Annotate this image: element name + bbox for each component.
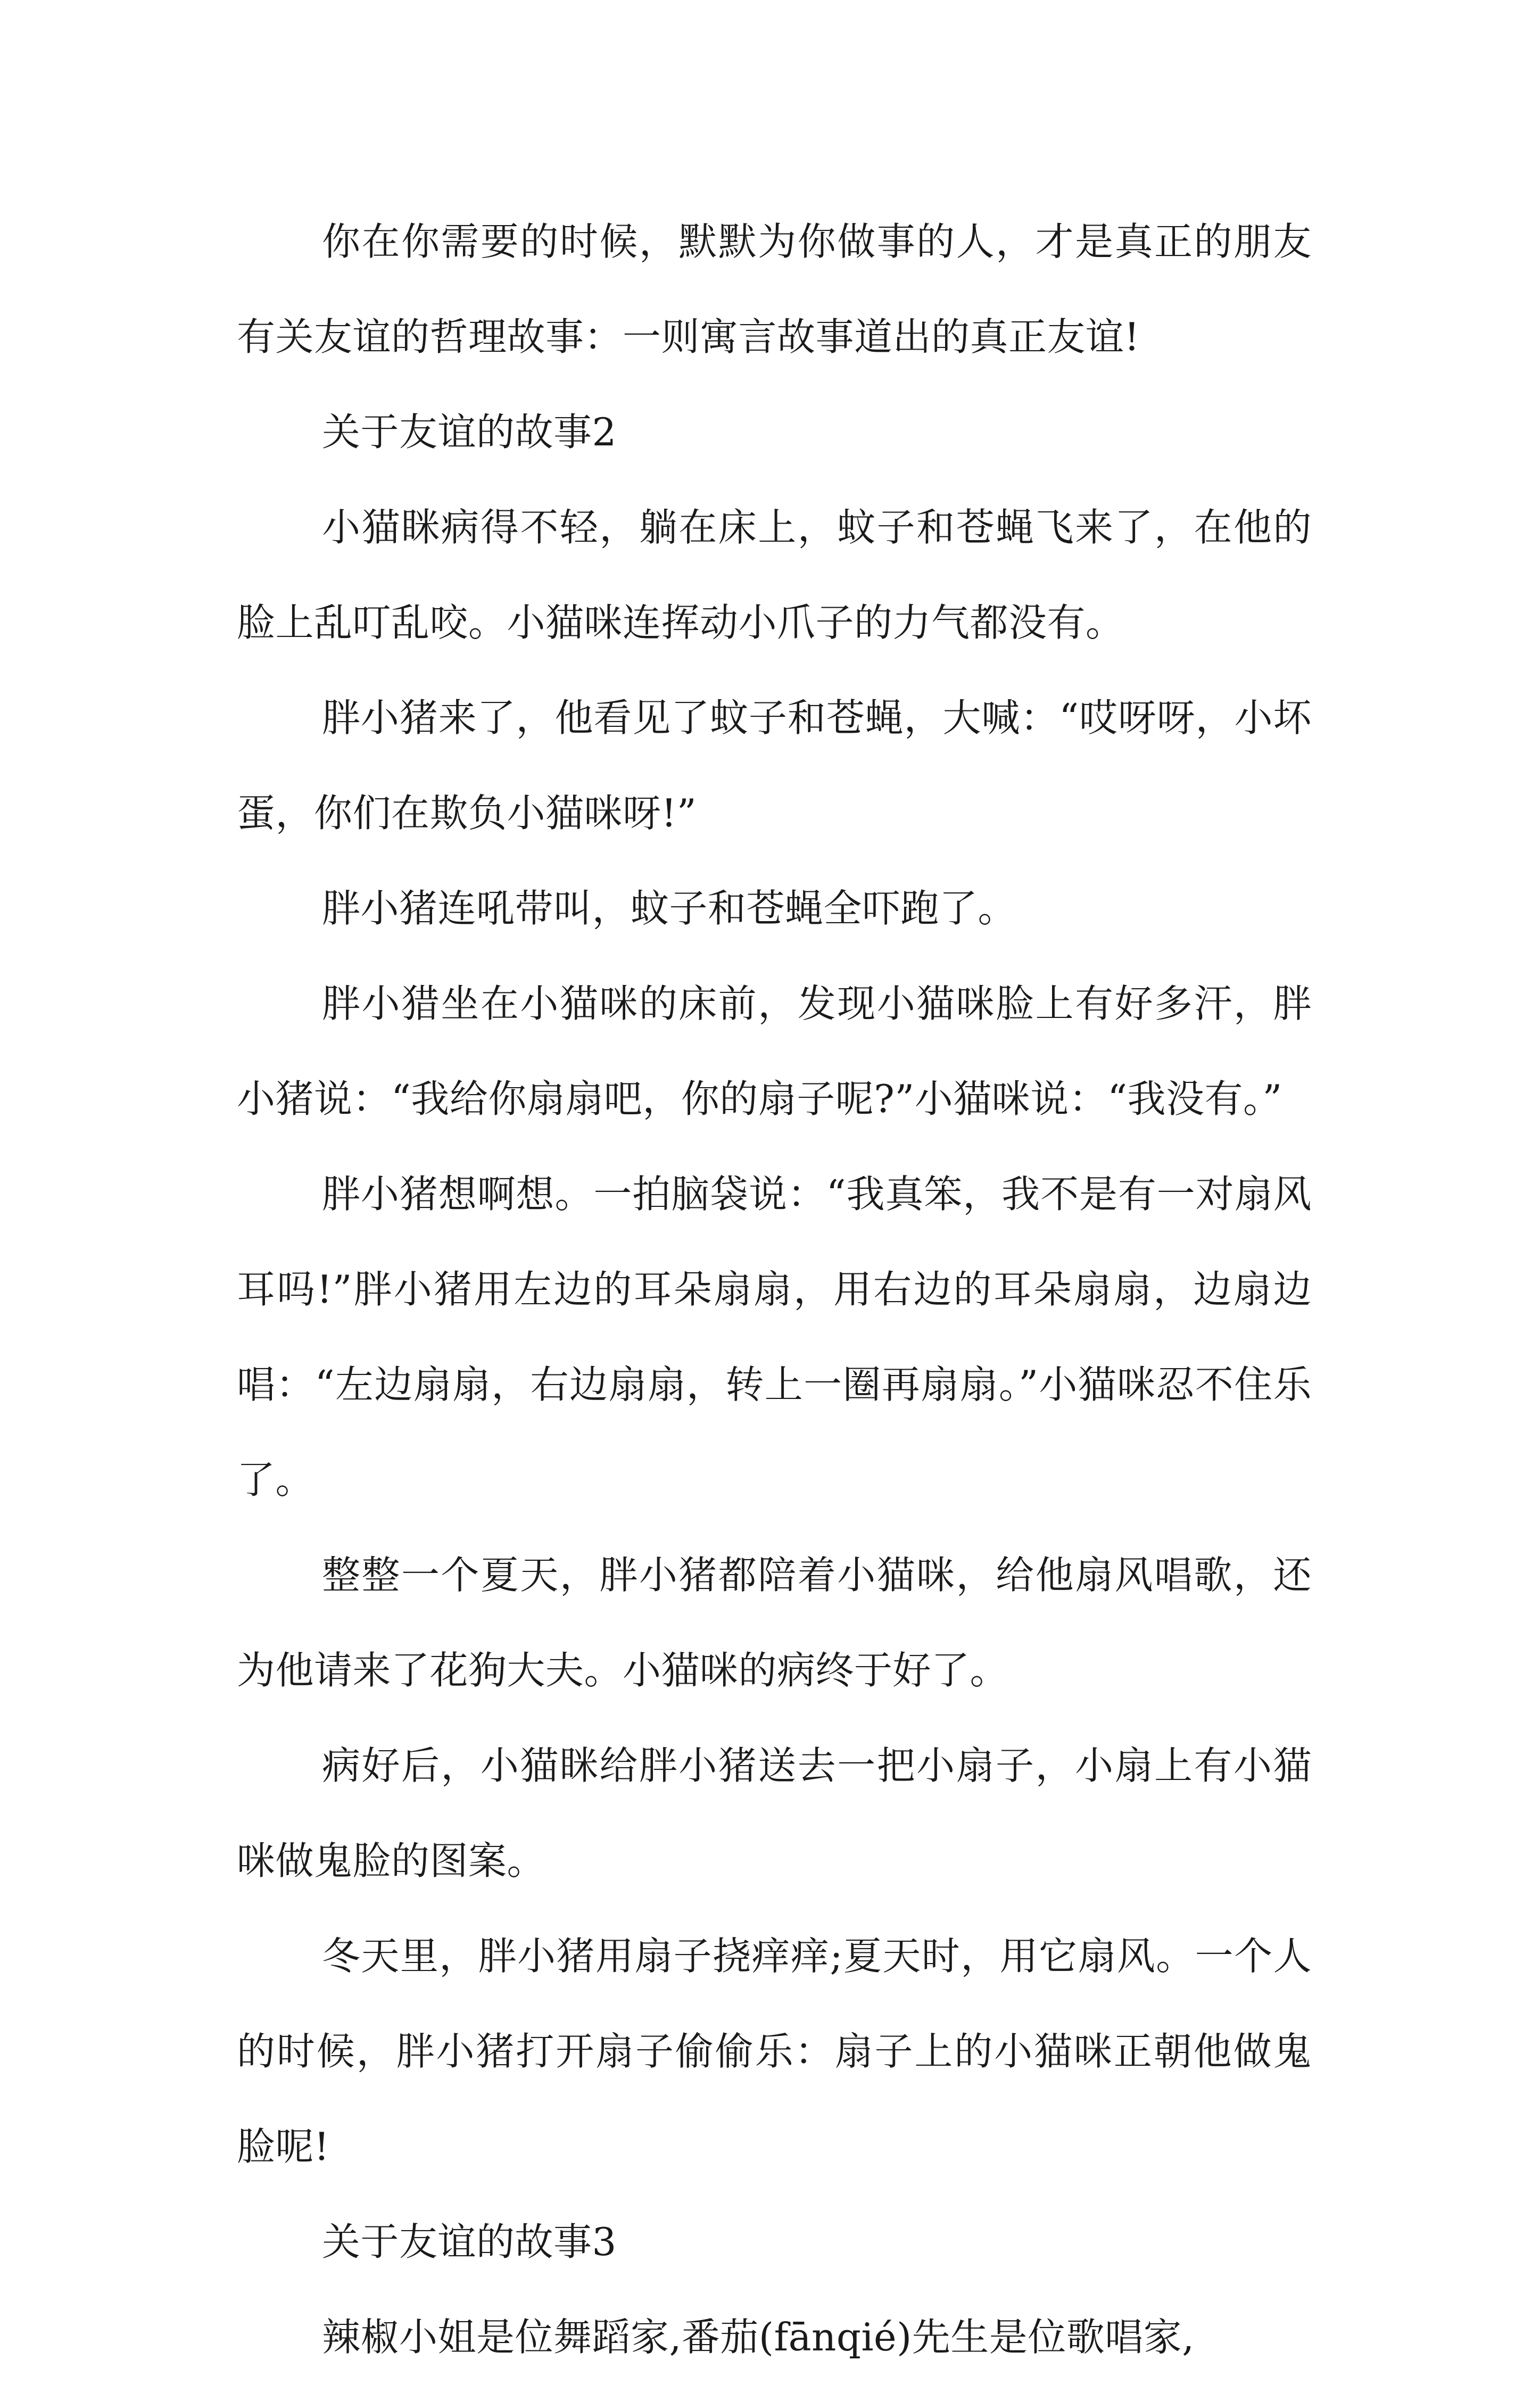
section-heading: 关于友谊的故事2 [322, 410, 617, 454]
section-heading: 关于友谊的故事3 [322, 2220, 617, 2264]
paragraph: 胖小猎坐在小猫咪的床前，发现小猫咪脸上有好多汗，胖小猪说：“我给你扇扇吧，你的扇子呢?”小猫咪说：“我没有。” [237, 981, 1312, 1121]
paragraph: 辣椒小姐是位舞蹈家,番茄(fānqié)先生是位歌唱家, [322, 2315, 1195, 2359]
paragraph: 胖小猪想啊想。一拍脑袋说：“我真笨，我不是有一对扇风耳吗!”胖小猪用左边的耳朵扇扇，用右边的耳朵扇扇，边扇边唱：“左边扇扇，右边扇扇，转上一圈再扇扇。”小猫咪忍不住乐了。 [237, 1172, 1312, 1502]
paragraph: 胖小猪连吼带叫，蚊子和苍蝇全吓跑了。 [322, 886, 1017, 931]
paragraph: 胖小猪来了，他看见了蚊子和苍蝇，大喊：“哎呀呀，小坏蛋，你们在欺负小猫咪呀!” [237, 695, 1312, 835]
paragraph: 整整一个夏天，胖小猪都陪着小猫咪，给他扇风唱歌，还为他请来了花狗大夫。小猫咪的病终于好了。 [237, 1553, 1312, 1693]
document-body [237, 194, 1312, 2385]
paragraph: 你在你需要的时候，默默为你做事的人，才是真正的朋友有关友谊的哲理故事：一则寓言故事道出的真正友谊! [237, 219, 1312, 359]
paragraph: 小猫眯病得不轻，躺在床上，蚊子和苍蝇飞来了，在他的脸上乱叮乱咬。小猫咪连挥动小爪子的力气都没有。 [237, 505, 1312, 645]
paragraph: 冬天里，胖小猪用扇子挠痒痒;夏天时，用它扇风。一个人的时候，胖小猪打开扇子偷偷乐：扇子上的小猫咪正朝他做鬼脸呢! [237, 1934, 1312, 2169]
paragraph: 病好后，小猫眯给胖小猪送去一把小扇子，小扇上有小猫咪做鬼脸的图案。 [237, 1743, 1312, 1883]
